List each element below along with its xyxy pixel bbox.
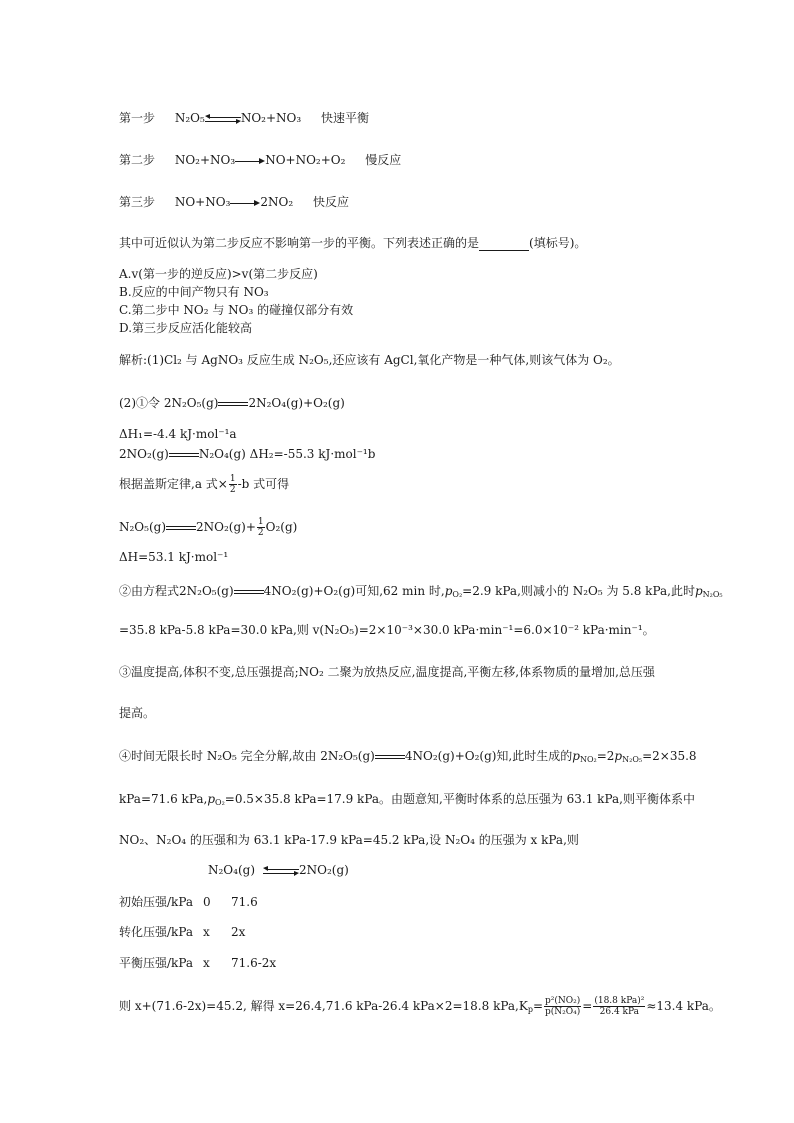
table-row — [119, 955, 276, 971]
step-rhs: NO₂+NO₃ — [240, 111, 302, 125]
analysis-p4-line1: ③温度提高,体积不变,总压强提高;NO₂ 二聚为放热反应,温度提高,平衡左移,体系物质的量增加,总压强 — [119, 665, 655, 679]
step-lhs: NO₂+NO₃ — [174, 153, 236, 167]
p-subscript: O₂ — [215, 798, 225, 807]
kp-fraction-2 — [593, 996, 645, 1017]
frac-den: 2 — [229, 485, 236, 495]
frac-num: 1 — [229, 474, 236, 484]
equals-sign-icon — [169, 450, 199, 460]
step-label: 第二步 — [119, 153, 156, 167]
step-note: 慢反应 — [365, 153, 402, 167]
table-equation — [208, 862, 349, 878]
row-a: x — [203, 925, 210, 939]
analysis-final — [119, 996, 721, 1018]
row-b: 2x — [231, 925, 246, 939]
p5-line2-a: kPa=71.6 kPa, — [119, 792, 208, 806]
option-a: A.v(第一步的逆反应)>v(第二步反应) — [119, 267, 318, 281]
analysis-eq1 — [119, 395, 345, 411]
p3-b: 4NO₂(g)+O₂(g)可知,62 min 时, — [263, 584, 445, 598]
table-eq-lhs: N₂O₄(g) — [208, 863, 256, 877]
row-b: 71.6-2x — [231, 956, 277, 970]
analysis-eq3 — [119, 517, 297, 538]
row-label: 平衡压强/kPa — [119, 956, 194, 970]
step-rhs: NO+NO₂+O₂ — [265, 153, 346, 167]
step-note: 快速平衡 — [321, 111, 370, 125]
equals-sign-icon — [218, 399, 248, 409]
frac-num: (18.8 kPa)² — [594, 996, 645, 1006]
p-subscript: NO₂ — [579, 755, 597, 764]
row-label: 转化压强/kPa — [119, 925, 194, 939]
analysis-p5-line3: NO₂、N₂O₄ 的压强和为 63.1 kPa-17.9 kPa=45.2 kPa,设 N₂O₄ 的压强为 x kPa,则 — [119, 833, 579, 847]
p-symbol: p — [572, 749, 580, 763]
option-d: D.第三步反应活化能较高 — [119, 321, 253, 335]
hess-text-b: -b 式可得 — [237, 477, 290, 491]
reversible-arrow-icon — [263, 866, 299, 876]
option-b: B.反应的中间产物只有 NO₃ — [119, 285, 269, 299]
p-subscript: O₂ — [452, 590, 463, 599]
eq1-lhs: (2)①令 2N₂O₅(g) — [119, 396, 219, 410]
equals-sign-icon — [234, 587, 264, 597]
eq3-lhs: N₂O₅(g) — [119, 520, 167, 534]
row-label: 初始压强/kPa — [119, 895, 194, 909]
analysis-p3-line2: =35.8 kPa-5.8 kPa=30.0 kPa,则 v(N₂O₅)=2×10⁻³×30.0 kPa·min⁻¹=6.0×10⁻² kPa·min⁻¹。 — [119, 623, 655, 637]
p5-b: 4NO₂(g)+O₂(g)知,此时生成的 — [404, 749, 573, 763]
p-symbol: p — [207, 792, 216, 806]
frac-num: p²(NO₂) — [545, 996, 581, 1006]
eq2-rhs: N₂O₄(g) ΔH₂=-55.3 kJ·mol⁻¹b — [198, 447, 376, 461]
frac-den: 2 — [257, 528, 264, 538]
row-a: 0 — [203, 895, 211, 909]
row-a: x — [203, 956, 210, 970]
analysis-p1: 解析:(1)Cl₂ 与 AgNO₃ 反应生成 N₂O₅,还应该有 AgCl,氧化产物是一种气体,则该气体为 O₂。 — [119, 353, 620, 367]
step-1 — [119, 110, 369, 126]
answer-blank — [479, 238, 529, 251]
step-rhs: 2NO₂ — [260, 195, 294, 209]
hess-text-a: 根据盖斯定律,a 式× — [119, 477, 228, 491]
eq3-tail: O₂(g) — [265, 520, 298, 534]
analysis-p4-line2: 提高。 — [119, 706, 156, 720]
half-fraction — [229, 474, 237, 495]
eq3-rhs: 2NO₂(g)+ — [196, 520, 256, 534]
analysis-p3-line1 — [119, 583, 723, 603]
final-a: 则 x+(71.6-2x)=45.2, 解得 x=26.4,71.6 kPa-26.4 kPa×2=18.8 kPa,K — [119, 999, 528, 1013]
step-label: 第三步 — [119, 195, 156, 209]
question-before: 其中可近似认为第二步反应不影响第一步的平衡。下列表述正确的是 — [119, 236, 480, 250]
p-symbol: p — [444, 584, 453, 598]
final-eq: = — [582, 999, 593, 1013]
p5-a: ④时间无限长时 N₂O₅ 完全分解,故由 2N₂O₅(g) — [119, 749, 375, 763]
step-2 — [119, 152, 401, 168]
final-eq: = — [532, 999, 543, 1013]
analysis-hess — [119, 474, 289, 495]
question-after: (填标号)。 — [529, 236, 587, 250]
frac-den: 26.4 kPa — [599, 1007, 640, 1017]
reversible-arrow-icon — [205, 114, 241, 124]
eq2-lhs: 2NO₂(g) — [119, 447, 169, 461]
frac-den: p(N₂O₄) — [545, 1007, 581, 1017]
p-subscript: N₂O₅ — [702, 590, 723, 599]
p-symbol: p — [694, 584, 703, 598]
table-row — [119, 894, 258, 910]
table-eq-rhs: 2NO₂(g) — [299, 863, 349, 877]
step-3 — [119, 194, 349, 210]
k-subscript: p — [527, 1005, 533, 1014]
step-label: 第一步 — [119, 111, 156, 125]
equals-sign-icon — [375, 752, 405, 762]
step-lhs: NO+NO₃ — [174, 195, 231, 209]
analysis-p5-line1 — [119, 748, 697, 768]
p5-c: =2 — [596, 749, 615, 763]
option-c: C.第二步中 NO₂ 与 NO₃ 的碰撞仅部分有效 — [119, 303, 354, 317]
p5-line2-b: =0.5×35.8 kPa=17.9 kPa。由题意知,平衡时体系的总压强为 63.1 kPa,则平衡体系中 — [224, 792, 695, 806]
arrow-icon — [235, 156, 265, 166]
p3-a: ②由方程式2N₂O₅(g) — [119, 584, 234, 598]
arrow-icon — [230, 198, 260, 208]
final-end: ≈13.4 kPa。 — [646, 999, 721, 1013]
p-subscript: N₂O₅ — [622, 755, 643, 764]
kp-fraction-1 — [544, 996, 581, 1017]
half-fraction — [257, 517, 265, 538]
p-symbol: p — [614, 749, 623, 763]
question-text — [119, 235, 586, 251]
analysis-eq2 — [119, 446, 375, 462]
table-row — [119, 924, 245, 940]
analysis-dh1: ΔH₁=-4.4 kJ·mol⁻¹a — [119, 427, 237, 441]
step-note: 快反应 — [313, 195, 350, 209]
analysis-p5-line2 — [119, 791, 695, 811]
analysis-dh3: ΔH=53.1 kJ·mol⁻¹ — [119, 550, 229, 564]
equals-sign-icon — [166, 523, 196, 533]
row-b: 71.6 — [231, 895, 258, 909]
p5-d: =2×35.8 — [642, 749, 697, 763]
frac-num: 1 — [257, 517, 264, 527]
p3-c: =2.9 kPa,则减小的 N₂O₅ 为 5.8 kPa,此时 — [462, 584, 695, 598]
step-lhs: N₂O₅ — [174, 111, 205, 125]
eq1-rhs: 2N₂O₄(g)+O₂(g) — [248, 396, 345, 410]
